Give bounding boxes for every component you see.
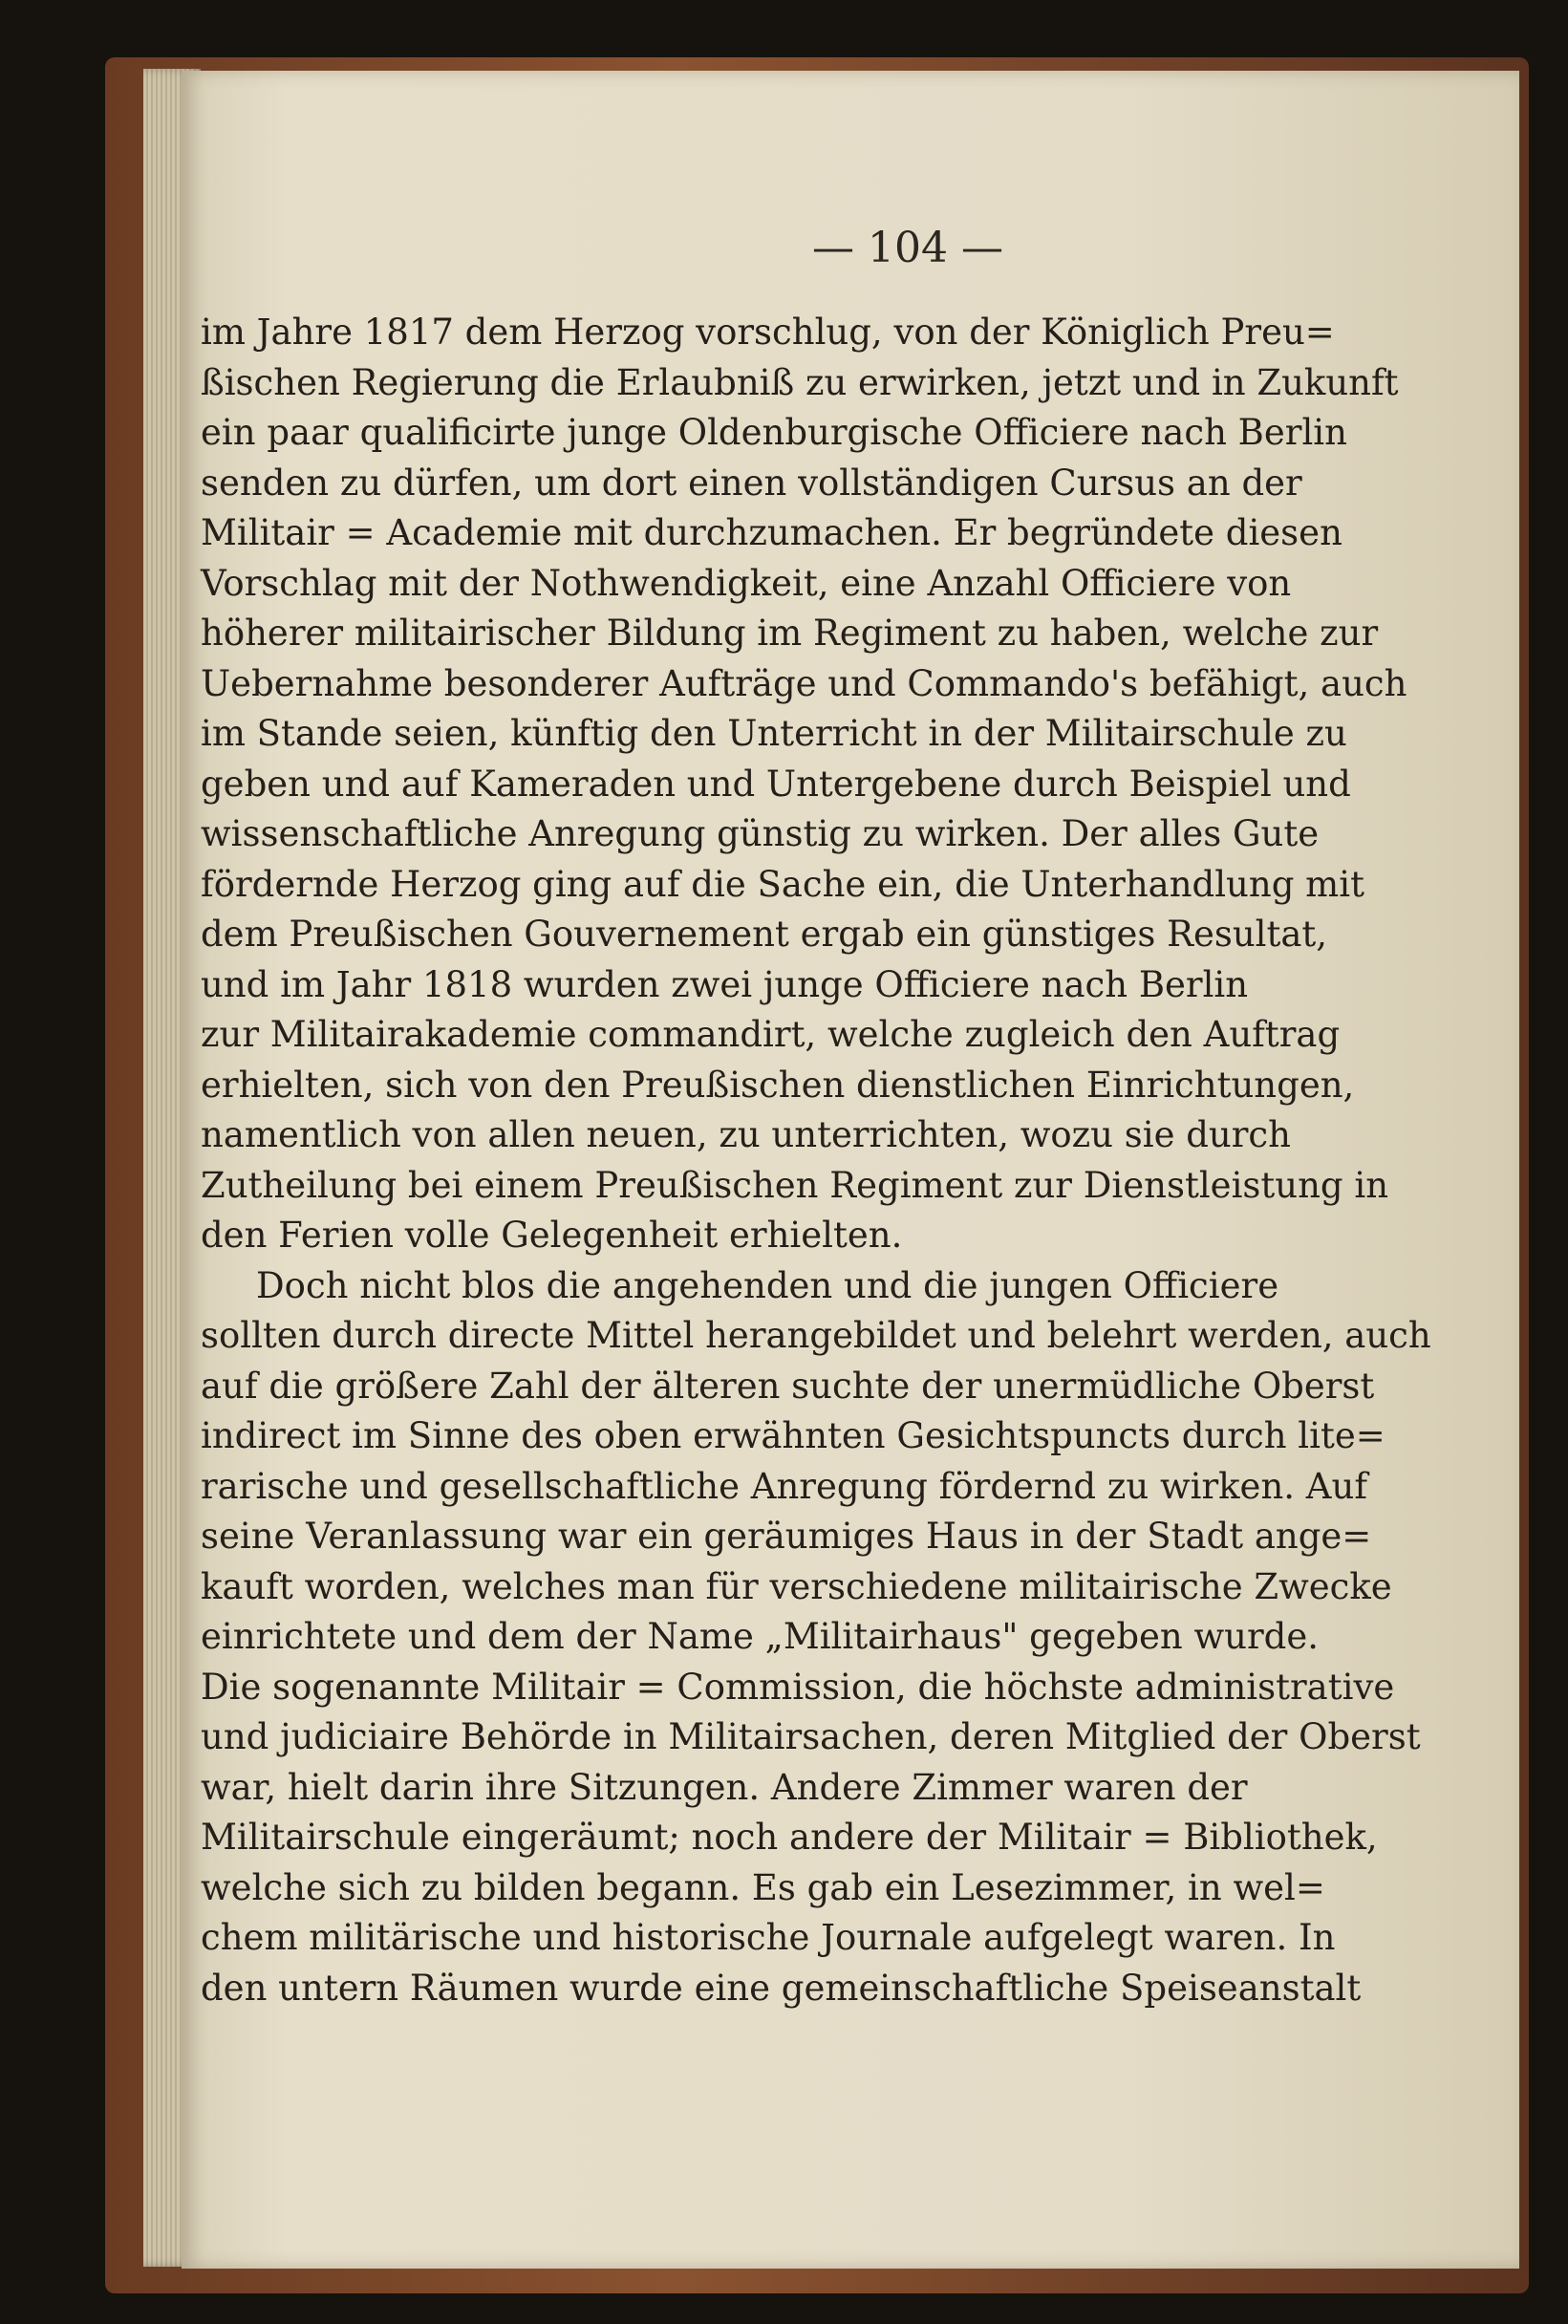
text-line: chem militärische und historische Journale aufgelegt waren. In xyxy=(201,1917,1336,1958)
paragraph-1 xyxy=(201,308,1407,1261)
text-line: war, hielt darin ihre Sitzungen. Andere Zimmer waren der xyxy=(201,1766,1248,1808)
text-line: Zutheilung bei einem Preußischen Regiment zur Dienstleistung in xyxy=(201,1164,1389,1206)
text-line: höherer militairischer Bildung im Regiment zu haben, welche zur xyxy=(201,613,1379,654)
text-line: Vorschlag mit der Nothwendigkeit, eine Anzahl Officiere von xyxy=(201,562,1292,604)
text-line: fördernde Herzog ging auf die Sache ein, die Unterhandlung mit xyxy=(201,863,1364,905)
body-text xyxy=(201,308,1431,2013)
page-number: — 104 — xyxy=(812,224,1003,272)
text-line: dem Preußischen Gouvernement ergab ein günstiges Resultat, xyxy=(201,914,1328,955)
paragraph-2 xyxy=(201,1261,1431,2014)
text-line: sollten durch directe Mittel herangebildet und belehrt werden, auch xyxy=(201,1315,1431,1356)
text-line: Uebernahme besonderer Aufträge und Commando's befähigt, auch xyxy=(201,662,1407,704)
text-line: senden zu dürfen, um dort einen vollständigen Cursus an der xyxy=(201,462,1302,504)
text-line: geben und auf Kameraden und Untergebene durch Beispiel und xyxy=(201,763,1351,805)
text-line: kauft worden, welches man für verschiedene militairische Zwecke xyxy=(201,1565,1392,1607)
text-line: im Jahre 1817 dem Herzog vorschlug, von der Königlich Preu= xyxy=(201,312,1335,353)
text-line: den Ferien volle Gelegenheit erhielten. xyxy=(201,1215,903,1256)
text-line: erhielten, sich von den Preußischen dienstlichen Einrichtungen, xyxy=(201,1064,1355,1106)
text-line: indirect im Sinne des oben erwähnten Gesichtspuncts durch lite= xyxy=(201,1415,1385,1456)
text-line: wissenschaftliche Anregung günstig zu wirken. Der alles Gute xyxy=(201,813,1320,854)
text-line: Militairschule eingeräumt; noch andere der Militair = Bibliothek, xyxy=(201,1817,1378,1858)
text-line: Doch nicht blos die angehenden und die jungen Officiere xyxy=(256,1264,1279,1306)
text-line: namentlich von allen neuen, zu unterrichten, wozu sie durch xyxy=(201,1114,1291,1155)
text-line: seine Veranlassung war ein geräumiges Haus in der Stadt ange= xyxy=(201,1516,1372,1557)
text-line: den untern Räumen wurde eine gemeinschaftliche Speiseanstalt xyxy=(201,1967,1362,2009)
text-line: ein paar qualificirte junge Oldenburgische Officiere nach Berlin xyxy=(201,412,1347,453)
text-line: auf die größere Zahl der älteren suchte der unermüdliche Oberst xyxy=(201,1365,1375,1407)
text-line: Die sogenannte Militair = Commission, die höchste administrative xyxy=(201,1666,1395,1708)
text-line: ßischen Regierung die Erlaubniß zu erwirken, jetzt und in Zukunft xyxy=(201,361,1399,403)
text-line: im Stande seien, künftig den Unterricht in der Militairschule zu xyxy=(201,713,1347,754)
text-line: welche sich zu bilden begann. Es gab ein Lesezimmer, in wel= xyxy=(201,1866,1325,1908)
text-line: einrichtete und dem der Name „Militairhaus" gegeben wurde. xyxy=(201,1616,1320,1657)
text-line: Militair = Academie mit durchzumachen. Er begründete diesen xyxy=(201,512,1342,553)
text-line: und im Jahr 1818 wurden zwei junge Officiere nach Berlin xyxy=(201,963,1249,1005)
text-line: rarische und gesellschaftliche Anregung fördernd zu wirken. Auf xyxy=(201,1465,1368,1507)
text-line: zur Militairakademie commandirt, welche zugleich den Auftrag xyxy=(201,1014,1341,1055)
text-line: und judiciaire Behörde in Militairsachen, deren Mitglied der Oberst xyxy=(201,1716,1421,1757)
